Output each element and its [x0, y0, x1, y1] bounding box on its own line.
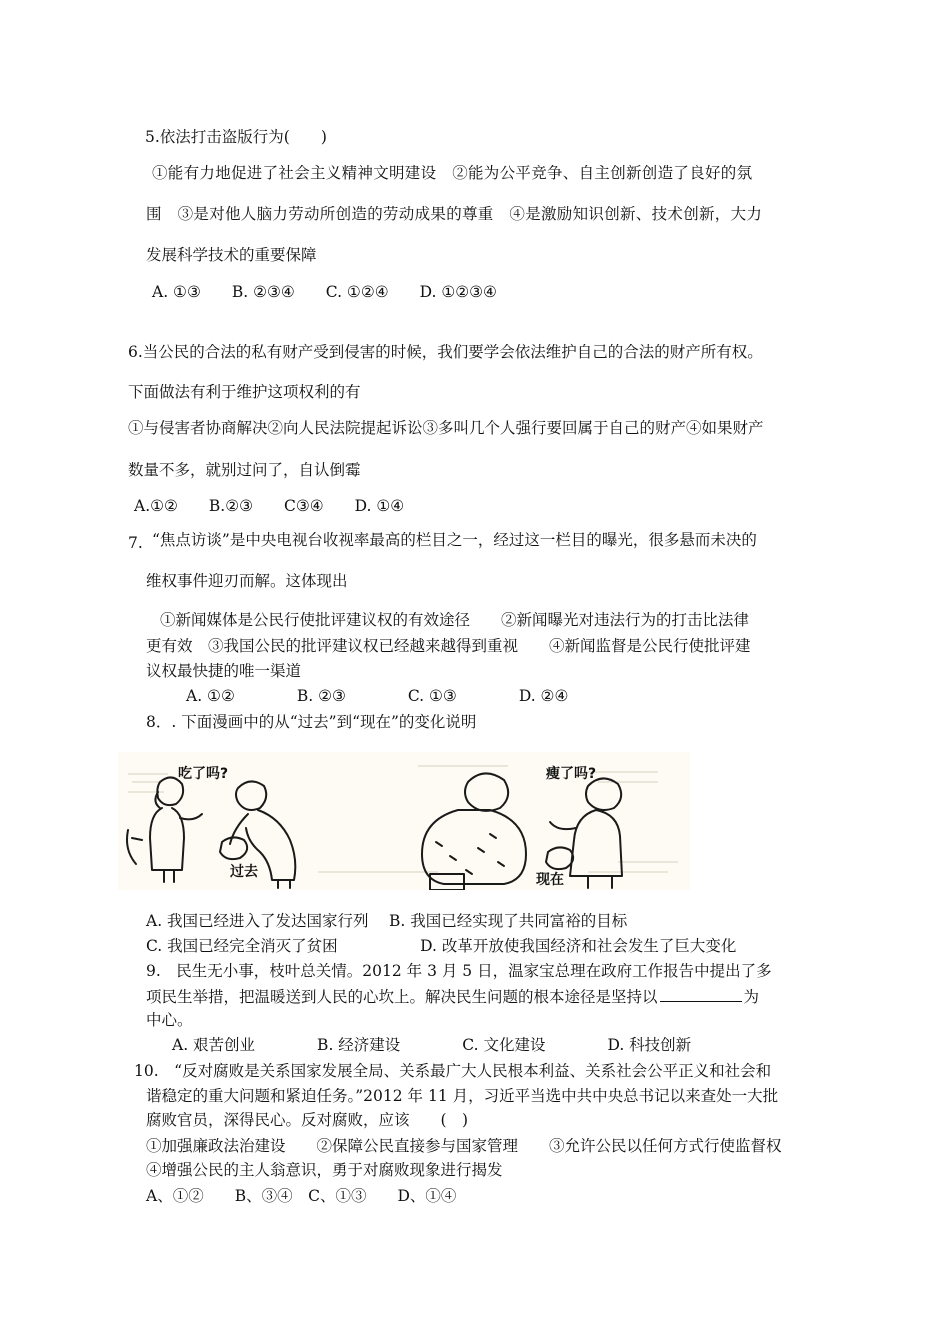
q9-stem-line1: 9. 民生无小事，枝叶总关情。2012 年 3 月 5 日，温家宝总理在政府工作报告中提出了多: [146, 962, 772, 980]
q8-choices-line1: A. 我国已经进入了发达国家行列 B. 我国已经实现了共同富裕的目标: [146, 912, 628, 930]
q10-stem-line3: 腐败官员，深得民心。反对腐败，应该 ( ): [146, 1111, 469, 1129]
q5-options-line2: 围 ③是对他人脑力劳动所创造的劳动成果的尊重 ④是激励知识创新、技术创新，大力: [146, 205, 763, 223]
q9-stem-line2-text: 项民生举措，把温暖送到人民的心坎上。解决民生问题的根本途径是坚持以: [146, 988, 658, 1006]
q10-choices: A、①② B、③④ C、①③ D、①④: [146, 1187, 457, 1205]
q9-answer-blank: [660, 986, 742, 1002]
q7-options-line2: 更有效 ③我国公民的批评建议权已经越来越得到重视 ④新闻监督是公民行使批评建: [146, 637, 751, 655]
q7-stem-line1: “焦点访谈”是中央电视台收视率最高的栏目之一，经过这一栏目的曝光，很多悬而未决的: [152, 531, 757, 549]
q7-options-line3: 议权最快捷的唯一渠道: [146, 662, 302, 680]
q8-choices-line2: C. 我国已经完全消灭了贫困 D. 改革开放使我国经济和社会发生了巨大变化: [146, 937, 737, 955]
q8-stem: 8．. 下面漫画中的从“过去”到“现在”的变化说明: [146, 713, 477, 731]
q7-choices: A. ①② B. ②③ C. ①③ D. ②④: [186, 687, 569, 705]
q10-options-line1: ①加强廉政法治建设 ②保障公民直接参与国家管理 ③允许公民以任何方式行使监督权: [146, 1137, 782, 1155]
q5-options-line3: 发展科学技术的重要保障: [146, 246, 317, 264]
q6-stem-line2: 下面做法有利于维护这项权利的有: [128, 383, 361, 401]
q5-choices: A. ①③ B. ②③④ C. ①②④ D. ①②③④: [152, 283, 497, 301]
q6-options-line1: ①与侵害者协商解决②向人民法院提起诉讼③多叫几个人强行要回属于自己的财产④如果财产: [128, 419, 764, 437]
q9-stem-line2: [146, 986, 759, 1007]
bubble-left-text: 吃了吗?: [178, 766, 229, 782]
q10-stem-line2: 谐稳定的重大问题和紧迫任务。”2012 年 11 月，习近平当选中共中央总书记以来查处一大批: [146, 1087, 779, 1105]
q7-number: 7.: [128, 534, 143, 552]
q5-stem: 5.依法打击盗版行为( ): [145, 128, 327, 146]
label-now: 现在: [536, 872, 564, 888]
q10-options-line2: ④增强公民的主人翁意识，勇于对腐败现象进行揭发: [146, 1161, 503, 1179]
label-past: 过去: [230, 864, 258, 880]
bubble-right-text: 瘦了吗?: [546, 766, 597, 782]
q9-stem-line3: 中心。: [146, 1011, 193, 1029]
cartoon-past-and-now: [118, 752, 690, 890]
q6-options-line2: 数量不多，就别过问了，自认倒霉: [128, 461, 361, 479]
q5-options-line1: ①能有力地促进了社会主义精神文明建设 ②能为公平竞争、自主创新创造了良好的氛: [152, 164, 753, 182]
q6-choices: A.①② B.②③ C③④ D. ①④: [134, 497, 405, 515]
q9-stem-line2-end: 为: [743, 988, 760, 1006]
q9-choices: A. 艰苦创业 B. 经济建设 C. 文化建设 D. 科技创新: [172, 1036, 692, 1054]
q6-stem-line1: 6.当公民的合法的私有财产受到侵害的时候，我们要学会依法维护自己的合法的财产所有权。: [128, 343, 763, 361]
q7-stem-line2: 维权事件迎刃而解。这体现出: [146, 572, 348, 590]
q7-options-line1: ①新闻媒体是公民行使批评建议权的有效途径 ②新闻曝光对违法行为的打击比法律: [160, 611, 750, 629]
q10-stem-line1: 10. “反对腐败是关系国家发展全局、关系最广大人民根本利益、关系社会公平正义和社会和: [134, 1062, 772, 1080]
cartoon-image: [118, 752, 690, 890]
